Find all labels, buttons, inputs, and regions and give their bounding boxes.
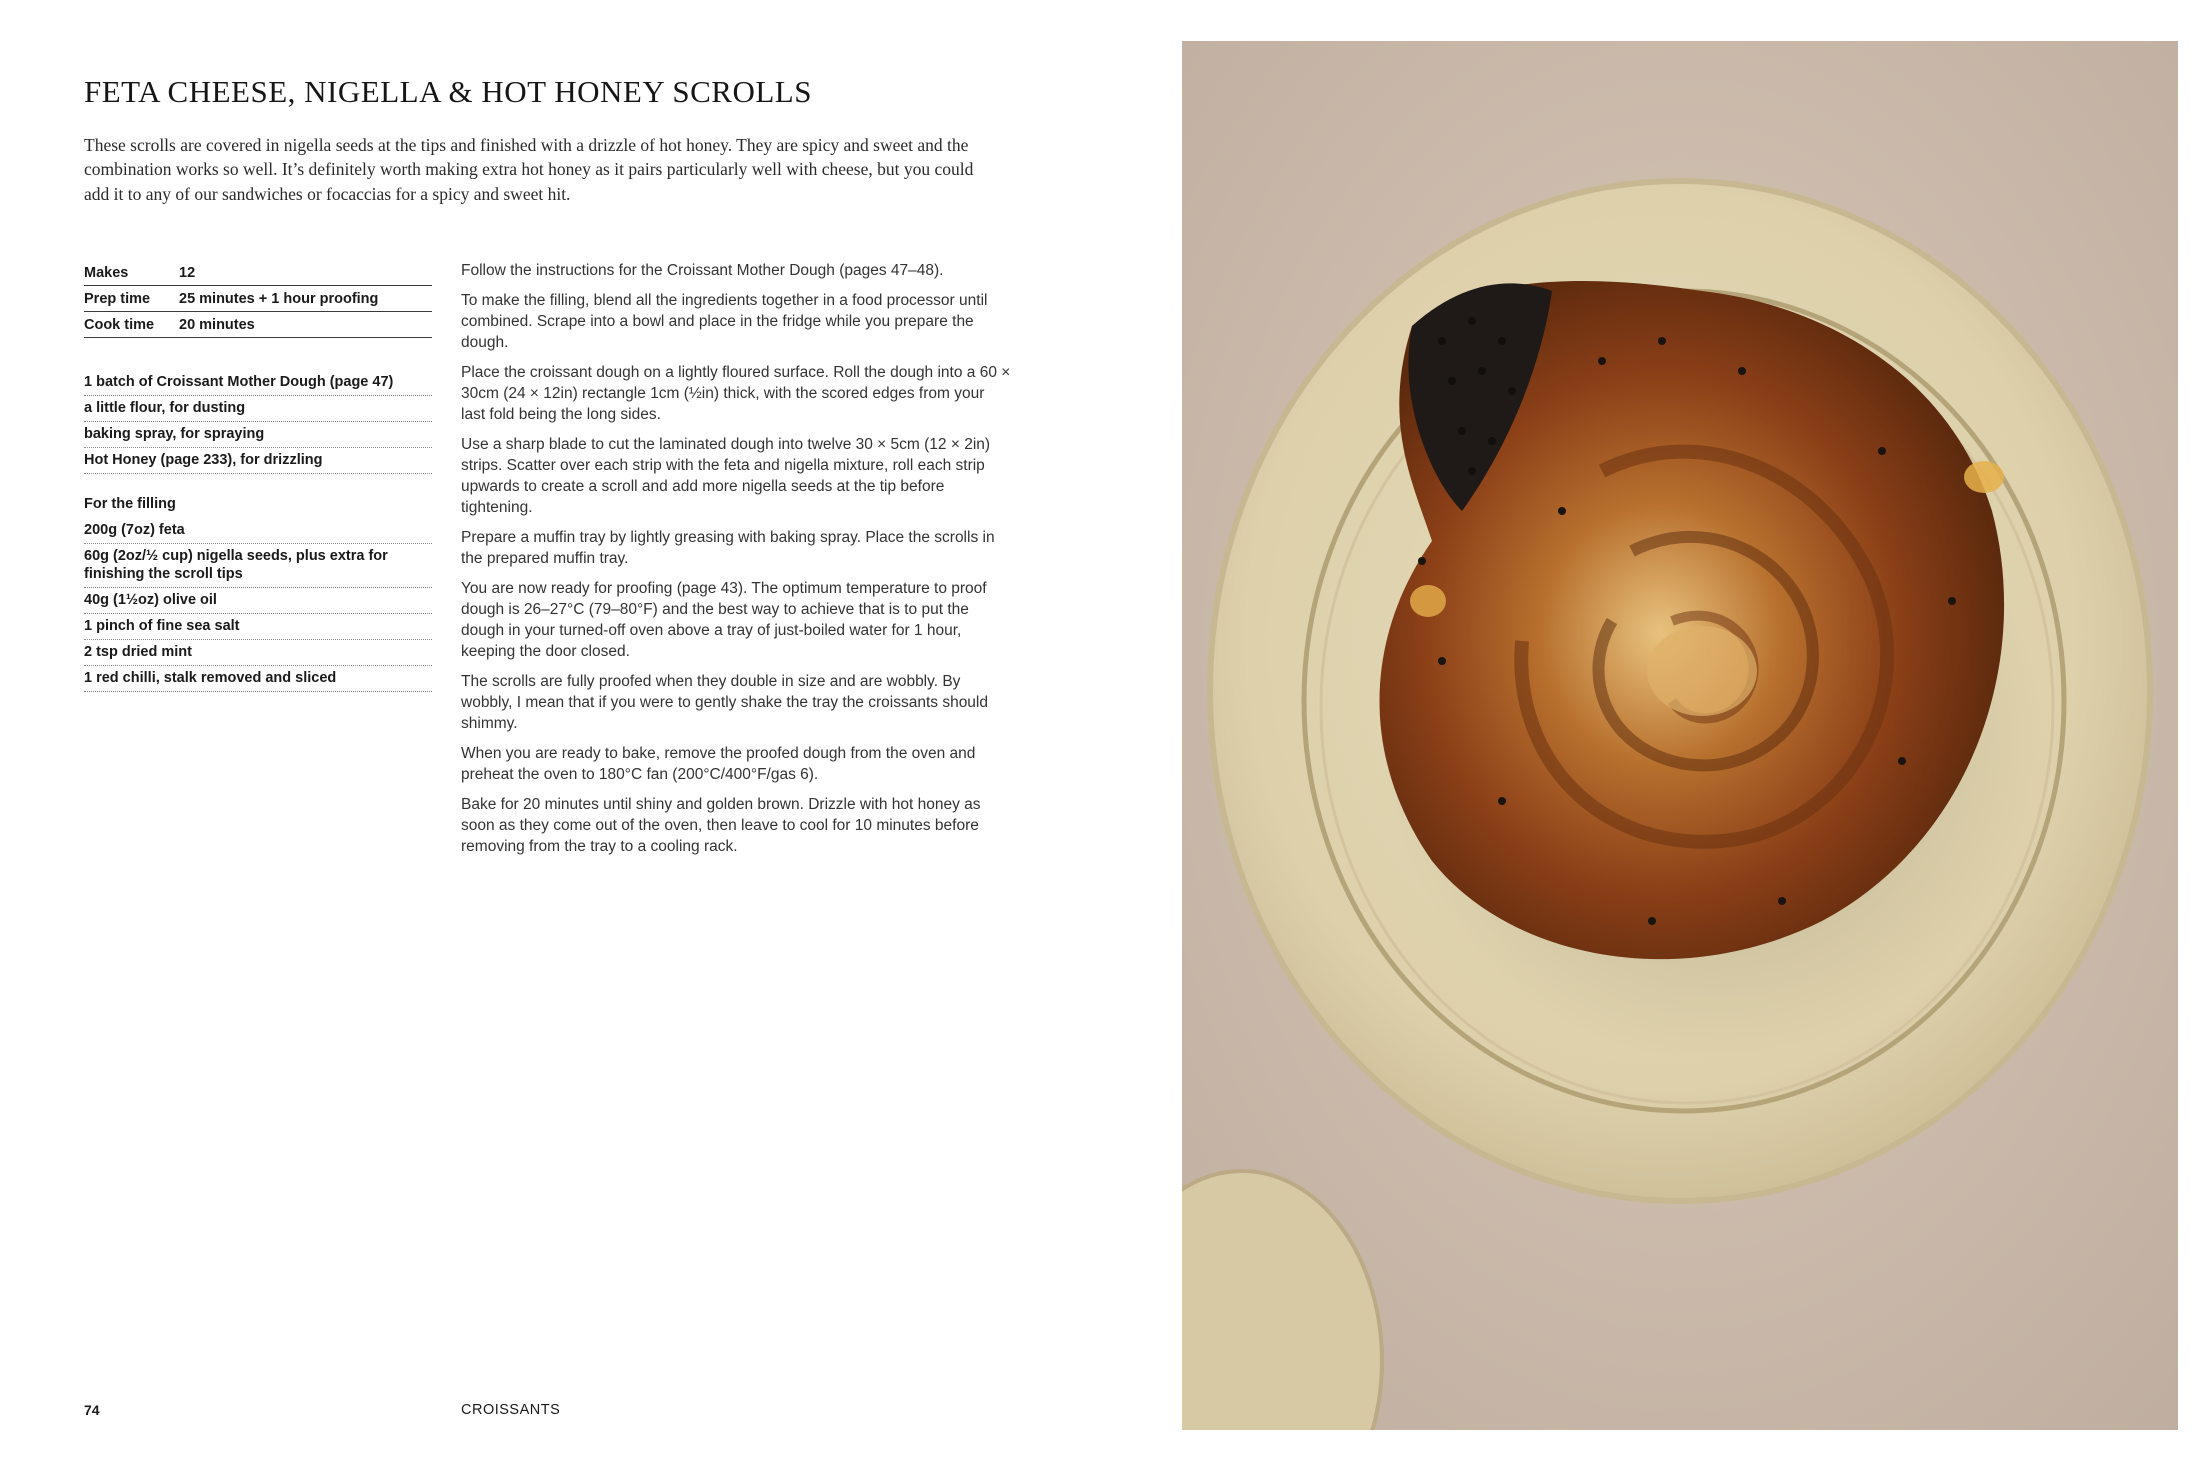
filling-item: 2 tsp dried mint [84, 640, 432, 666]
method-step: Prepare a muffin tray by lightly greasing with baking spray. Place the scrolls in the prepared muffin tray. [461, 529, 995, 567]
scroll-photo [1182, 41, 2178, 1430]
method-step: The scrolls are fully proofed when they double in size and are wobbly. By wobbly, I mean that if you were to gently shake the tray the croissants should shimmy. [461, 673, 988, 732]
filling-item: 40g (1½oz) olive oil [84, 588, 432, 614]
ingredients-list [84, 370, 432, 692]
ingredient-item: 1 batch of Croissant Mother Dough (page 47) [84, 370, 432, 396]
meta-value: 12 [179, 264, 196, 281]
meta-row-cook-time [84, 312, 432, 338]
recipe-intro: These scrolls are covered in nigella seeds at the tips and finished with a drizzle of hot honey. They are spicy and sweet and the combination works so well. It’s definitely worth making extra hot honey as it pairs particularly well with cheese, but you could add it to any of our sandwiches or focaccias for a spicy and sweet hit. [84, 135, 974, 204]
recipe-title: FETA CHEESE, NIGELLA & HOT HONEY SCROLLS [84, 74, 812, 109]
meta-value: 25 minutes + 1 hour proofing [179, 290, 379, 307]
section-label: CROISSANTS [461, 1402, 561, 1418]
filling-item: 1 pinch of fine sea salt [84, 614, 432, 640]
method-step: Follow the instructions for the Croissant Mother Dough (pages 47–48). [461, 262, 944, 279]
meta-label: Cook time [84, 316, 155, 333]
filling-heading: For the filling [84, 496, 176, 512]
method-step: Place the croissant dough on a lightly floured surface. Roll the dough into a 60 × 30cm (24 × 12in) rectangle 1cm (½in) thick, with the scored edges from your last fold being the long sides. [461, 364, 1011, 423]
recipe-meta-table [84, 260, 432, 338]
page-number: 74 [84, 1402, 100, 1418]
method-step: To make the filling, blend all the ingredients together in a food processor until combined. Scrape into a bowl and place in the fridge while you prepare the dough. [461, 292, 988, 351]
filling-item: 60g (2oz/½ cup) nigella seeds, plus extra for finishing the scroll tips [84, 544, 432, 588]
ingredient-item: a little flour, for dusting [84, 396, 432, 422]
ingredient-item: baking spray, for spraying [84, 422, 432, 448]
method-steps [461, 260, 1011, 866]
meta-label: Makes [84, 264, 129, 281]
meta-label: Prep time [84, 290, 151, 307]
method-step: When you are ready to bake, remove the proofed dough from the oven and preheat the oven to 180°C fan (200°C/400°F/gas 6). [461, 745, 976, 783]
filling-item: 1 red chilli, stalk removed and sliced [84, 666, 432, 692]
meta-row-makes [84, 260, 432, 286]
method-step: You are now ready for proofing (page 43). The optimum temperature to proof dough is 26–27°C (79–80°F) and the best way to achieve that is to put the dough in your turned-off oven above a tray of just-boiled water for 1 hour, keeping the door closed. [461, 580, 987, 660]
meta-row-prep-time [84, 286, 432, 312]
filling-item: 200g (7oz) feta [84, 518, 432, 544]
ingredient-item: Hot Honey (page 233), for drizzling [84, 448, 432, 474]
meta-value: 20 minutes [179, 316, 255, 333]
method-step: Use a sharp blade to cut the laminated dough into twelve 30 × 5cm (12 × 2in) strips. Scatter over each strip with the feta and nigella mixture, roll each strip upwards to create a scroll and add more nigella seeds at the tip before tightening. [461, 436, 991, 516]
method-step: Bake for 20 minutes until shiny and golden brown. Drizzle with hot honey as soon as they come out of the oven, then leave to cool for 10 minutes before removing from the tray to a cooling rack. [461, 796, 981, 855]
